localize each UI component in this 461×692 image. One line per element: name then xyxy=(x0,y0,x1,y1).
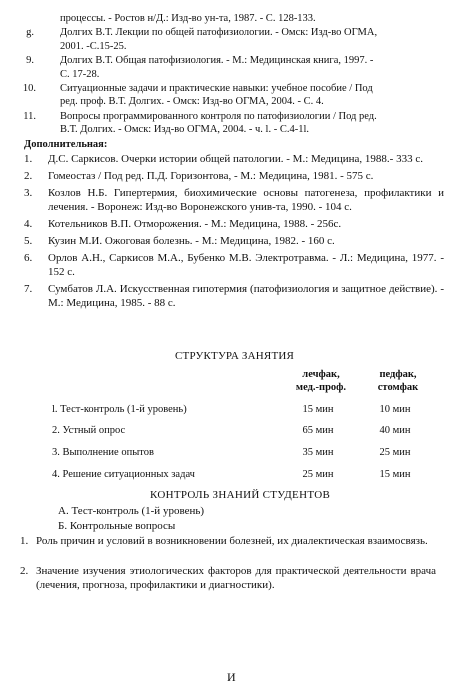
reference-text: Гомеостаз / Под ред. П.Д. Горизонтова, - М.: Медицина, 1981. - 575 с. xyxy=(48,170,374,183)
column-header-line: мед.-проф. xyxy=(295,382,347,393)
reference-number: 6. xyxy=(24,252,33,265)
row-value-lechfak: 25 мин xyxy=(302,469,334,480)
page-number: И xyxy=(227,670,236,684)
reference-item xyxy=(24,234,444,248)
reference-text-cont: ред. проф. В.Т. Долгих. - Омск: Изд-во ОГМА, 2004. - С. 4. xyxy=(60,96,324,108)
control-question xyxy=(20,564,436,592)
table-row xyxy=(0,425,461,441)
question-text: Роль причин и условий в возникновении болезней, их диалектическая взаимосвязь. xyxy=(36,535,428,547)
row-value-pedfak: 25 мин xyxy=(379,447,411,458)
table-row xyxy=(0,469,461,485)
reference-number: 9. xyxy=(26,55,34,67)
reference-number: 5. xyxy=(24,235,33,248)
reference-number: 1. xyxy=(24,153,33,166)
reference-text-cont: В.Т. Долгих. - Омск: Изд-во ОГМА, 2004. - ч. l. - С.4-1l. xyxy=(60,124,310,136)
reference-number: 3. xyxy=(24,187,33,200)
reference-text: Ситуационные задачи и практические навыки: учебное пособие / Под xyxy=(60,83,373,95)
row-value-lechfak: 15 мин xyxy=(302,404,334,415)
row-label: l. Тест-контроль (1-й уровень) xyxy=(52,404,187,415)
reference-text: Котельников В.П. Отморожения. - М.: Медицина, 1988. - 256с. xyxy=(48,218,342,231)
reference-number: 7. xyxy=(24,283,33,296)
structure-title: СТРУКТУРА ЗАНЯТИЯ xyxy=(175,350,295,362)
reference-item xyxy=(24,186,444,214)
row-label: 4. Решение ситуационных задач xyxy=(52,469,195,480)
reference-text: Орлов А.Н., Саркисов М.А., Бубенко М.В. Электротравма. - Л.: Медицина, 1977. - 152 с. xyxy=(48,252,444,279)
question-number: 2. xyxy=(20,565,29,577)
references-section xyxy=(24,12,444,310)
table-row xyxy=(0,447,461,463)
reference-number: 2. xyxy=(24,170,33,183)
row-value-pedfak: 40 мин xyxy=(379,425,411,436)
additional-references xyxy=(24,152,444,310)
row-value-pedfak: 15 мин xyxy=(379,469,411,480)
reference-text: Вопросы программированного контроля по патофизиологии / Под ред. xyxy=(60,110,377,122)
reference-text: Сумбатов Л.А. Искусственная гипотермия (патофизиология и защитное действие). - М.: Медицина, 1985. - 88 с. xyxy=(48,283,444,310)
question-text: Значение изучения этиологических факторов для практической деятельности врача (лечения, прогноза, профилактики и диагностики). xyxy=(36,565,436,591)
reference-text: Козлов Н.Б. Гипертермия, биохимические основы патогенеза, профилактики и лечения. - Воронеж: Изд-во Воронежского унив-та, 1990. - 104 с. xyxy=(48,187,444,214)
column-header-lechfak xyxy=(276,368,366,394)
reference-number: 11. xyxy=(23,110,36,122)
column-header-line: лечфак, xyxy=(302,369,340,380)
control-title: КОНТРОЛЬ ЗНАНИЙ СТУДЕНТОВ xyxy=(150,489,331,501)
reference-item xyxy=(24,110,444,137)
reference-text: Кузин М.И. Ожоговая болезнь. - М.: Медицина, 1982. - 160 с. xyxy=(48,235,335,248)
row-label: 2. Устный опрос xyxy=(52,425,126,436)
reference-item xyxy=(24,26,444,53)
reference-item xyxy=(24,169,444,183)
control-subheading-b: Б. Контрольные вопросы xyxy=(58,520,176,532)
column-header-line: стомфак xyxy=(377,382,419,393)
reference-item xyxy=(24,82,444,109)
control-subheading-a: А. Тест-контроль (1-й уровень) xyxy=(58,505,205,517)
table-row xyxy=(0,404,461,420)
reference-text: процессы. - Ростов н/Д.: Изд-во ун-та, 1987. - С. 128-133. xyxy=(60,13,316,24)
column-header-pedfak xyxy=(360,368,436,394)
reference-number: 10. xyxy=(22,83,36,95)
reference-item xyxy=(24,54,444,81)
reference-item xyxy=(24,152,444,166)
reference-text-cont: 2001. -С.15-25. xyxy=(60,40,127,52)
column-header-line: педфак, xyxy=(379,369,417,380)
row-value-lechfak: 65 мин xyxy=(302,425,334,436)
control-question xyxy=(20,534,436,548)
question-number: 1. xyxy=(20,535,29,547)
reference-number: g. xyxy=(26,27,34,39)
reference-number: 4. xyxy=(24,218,33,231)
reference-item xyxy=(24,12,444,25)
reference-text-cont: С. 17-28. xyxy=(60,68,100,80)
additional-heading: Дополнительная: xyxy=(24,138,108,150)
reference-text: Долгих В.Т. Общая патофизиология. - М.: Медицинская книга, 1997. - xyxy=(60,55,374,67)
row-value-pedfak: 10 мин xyxy=(379,404,411,415)
reference-item xyxy=(24,217,444,231)
reference-item xyxy=(24,251,444,279)
reference-text: Д.С. Саркисов. Очерки истории общей патологии. - М.: Медицина, 1988.- 333 с. xyxy=(48,153,423,166)
row-value-lechfak: 35 мин xyxy=(302,447,334,458)
reference-text: Долгих В.Т. Лекции по общей патофизиологии. - Омск: Изд-во ОГМА, xyxy=(60,27,378,39)
row-label: 3. Выполнение опытов xyxy=(52,447,154,458)
reference-item xyxy=(24,282,444,310)
